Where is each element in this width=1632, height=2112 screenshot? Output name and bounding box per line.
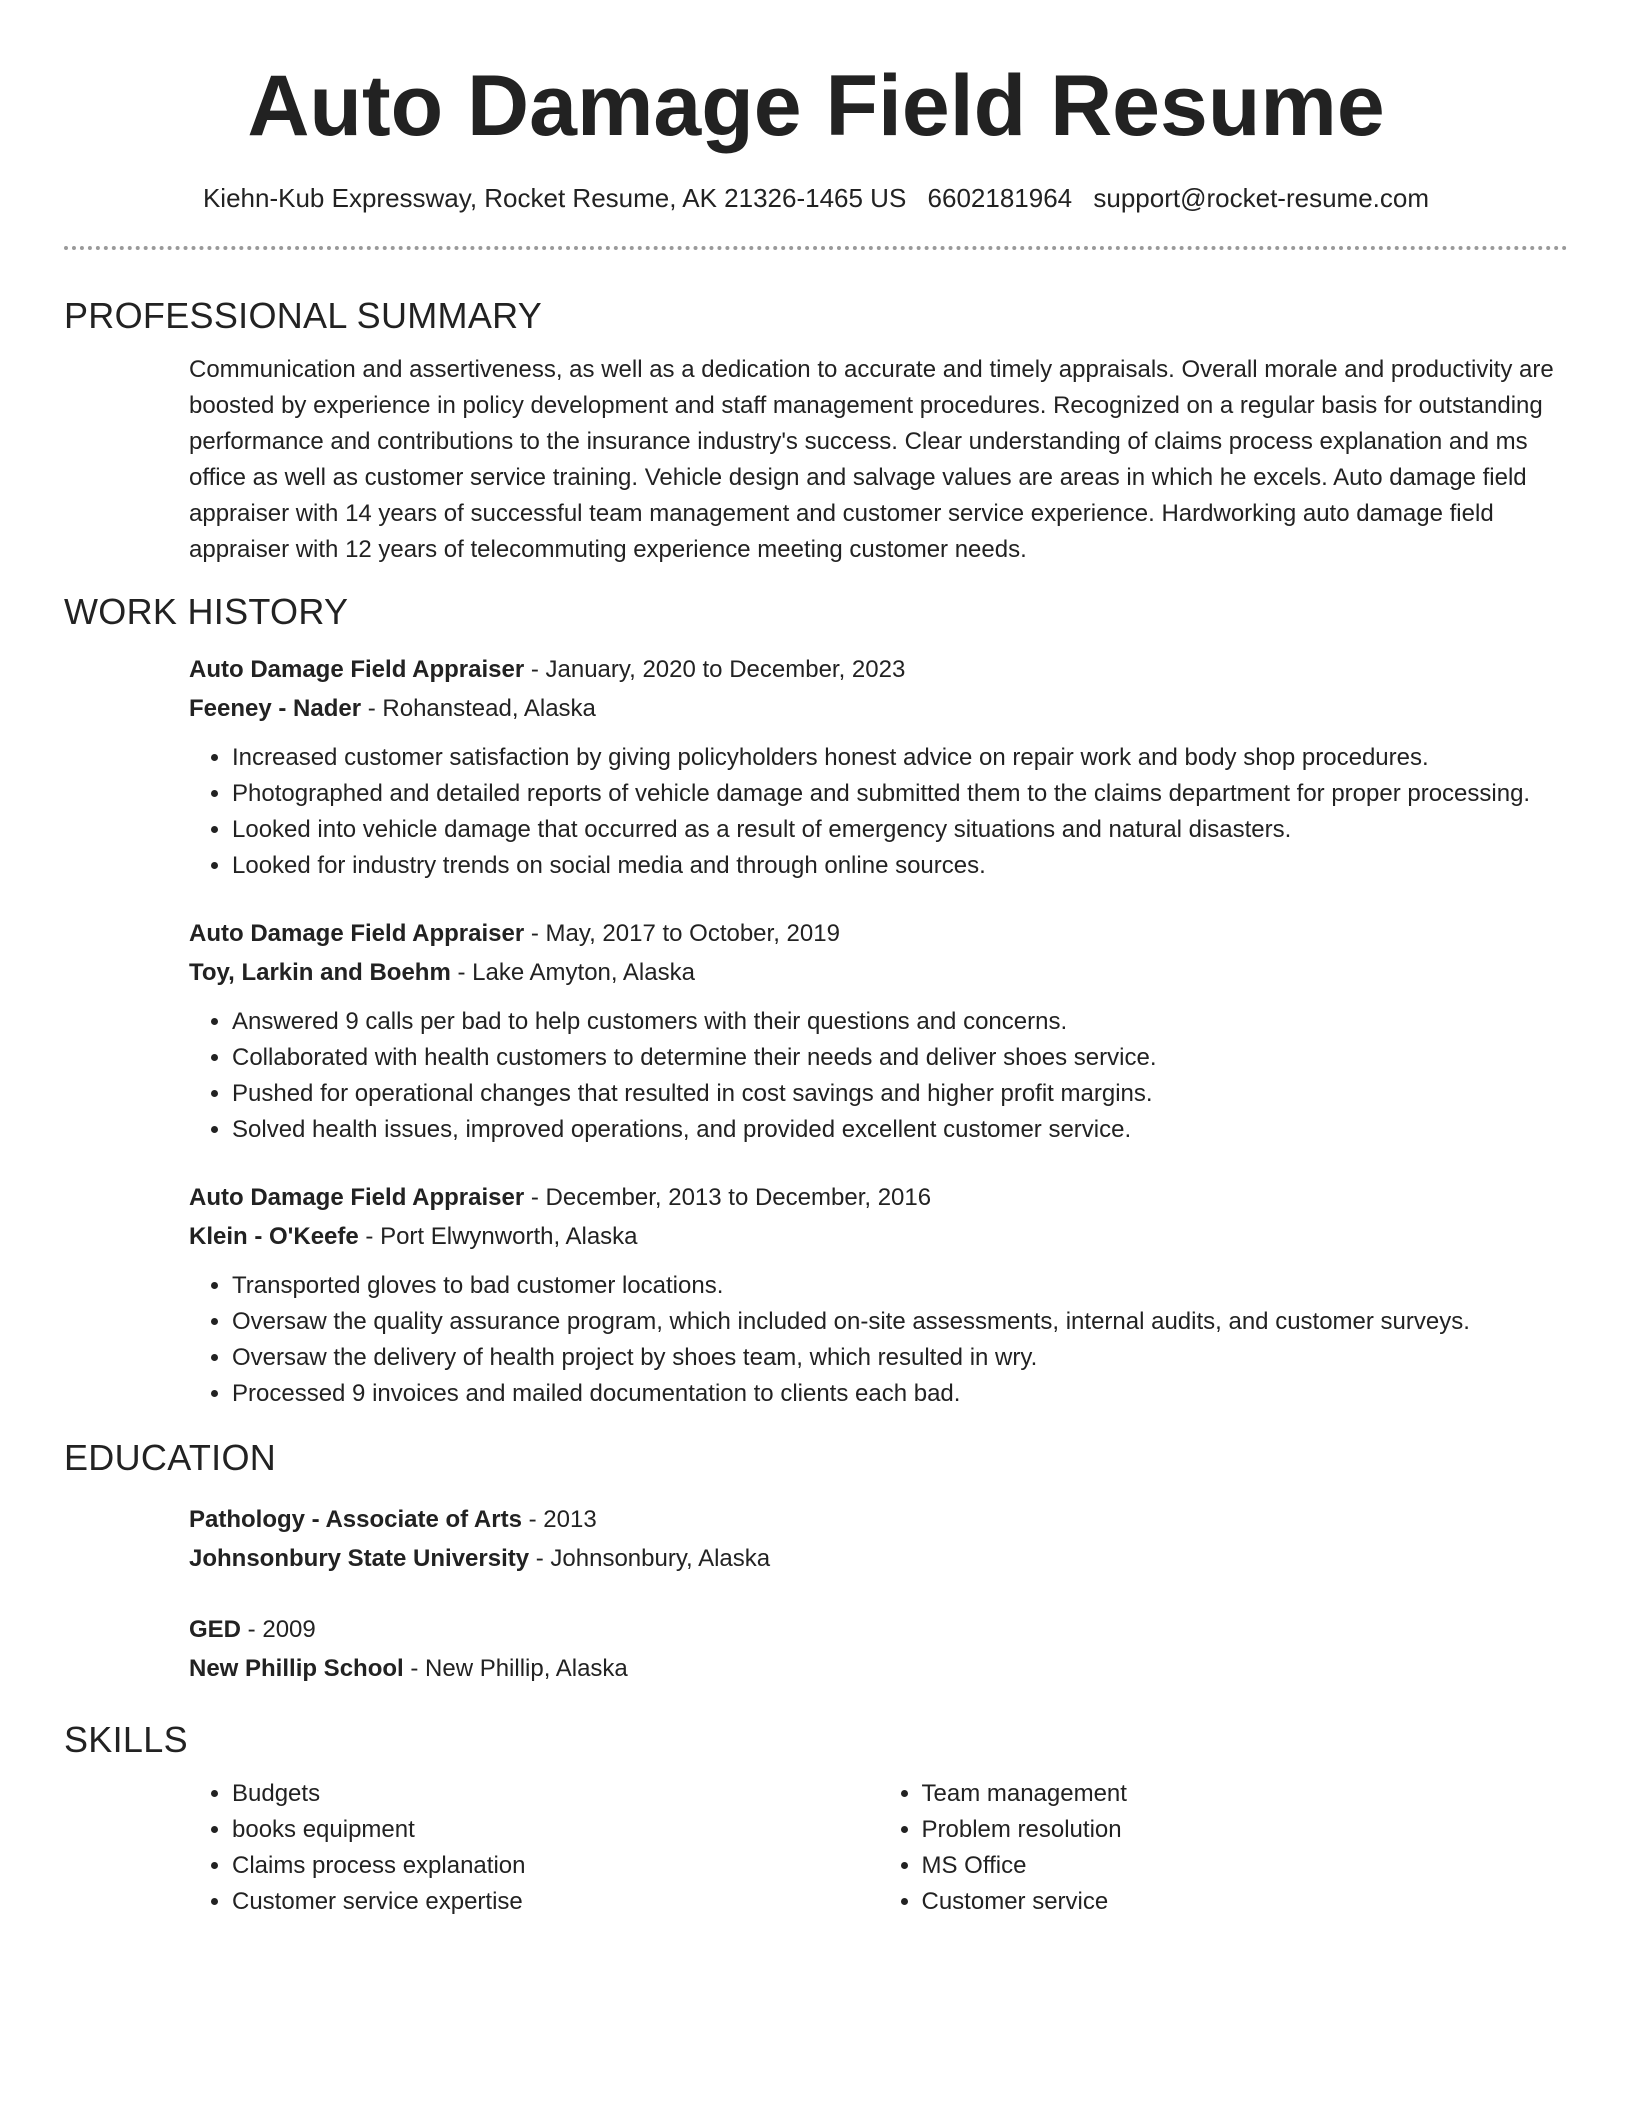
resume-title: Auto Damage Field Resume <box>247 58 1385 154</box>
school: New Phillip School <box>189 1655 404 1682</box>
skill-item: • books equipment <box>232 1812 879 1848</box>
job-bullets <box>189 740 1568 884</box>
job-entry <box>189 1178 1568 1412</box>
job-bullet: • Oversaw the quality assurance program, which included on-site assessments, internal audits, and customer surveys. <box>232 1304 1568 1340</box>
job-dates: - January, 2020 to December, 2023 <box>524 656 906 683</box>
school-location: - New Phillip, Alaska <box>403 1655 628 1682</box>
job-dates: - May, 2017 to October, 2019 <box>524 920 840 947</box>
education-heading: EDUCATION <box>64 1437 277 1478</box>
skills-column-left <box>189 1776 879 1920</box>
skill-item: • Team management <box>922 1776 1569 1812</box>
job-entry <box>189 650 1568 884</box>
skill-item: • MS Office <box>922 1848 1569 1884</box>
header-divider <box>64 246 1568 250</box>
school: Johnsonbury State University <box>189 1545 530 1572</box>
education-entry <box>189 1500 1568 1578</box>
degree-year: - 2009 <box>241 1616 316 1643</box>
job-title: Auto Damage Field Appraiser <box>189 1184 525 1211</box>
job-title: Auto Damage Field Appraiser <box>189 656 525 683</box>
degree-line <box>189 1610 1568 1649</box>
skills-list <box>189 1776 1568 1920</box>
job-bullets <box>189 1268 1568 1412</box>
job-bullet: • Collaborated with health customers to determine their needs and deliver shoes service. <box>232 1040 1568 1076</box>
school-line <box>189 1539 1568 1578</box>
job-bullet: • Pushed for operational changes that resulted in cost savings and higher profit margins. <box>232 1076 1568 1112</box>
job-entry <box>189 914 1568 1148</box>
education-entry <box>189 1610 1568 1688</box>
job-company: Toy, Larkin and Boehm <box>189 959 451 986</box>
address: Kiehn-Kub Expressway, Rocket Resume, AK 21326-1465 US <box>202 183 907 213</box>
job-company-line <box>189 953 1568 992</box>
phone: 6602181964 <box>927 183 1073 213</box>
job-bullet: • Oversaw the delivery of health project by shoes team, which resulted in wry. <box>232 1340 1568 1376</box>
job-company-line <box>189 689 1568 728</box>
skill-item: • Problem resolution <box>922 1812 1569 1848</box>
skill-item: • Customer service expertise <box>232 1884 879 1920</box>
job-title-line <box>189 1178 1568 1217</box>
summary-heading: PROFESSIONAL SUMMARY <box>64 295 543 336</box>
job-bullet: • Increased customer satisfaction by giving policyholders honest advice on repair work and body shop procedures. <box>232 740 1568 776</box>
school-line <box>189 1649 1568 1688</box>
job-bullet: • Looked for industry trends on social media and through online sources. <box>232 848 1568 884</box>
degree-year: - 2013 <box>521 1506 597 1533</box>
job-title: Auto Damage Field Appraiser <box>189 920 525 947</box>
job-bullet: • Transported gloves to bad customer locations. <box>232 1268 1568 1304</box>
school-location: - Johnsonbury, Alaska <box>529 1545 771 1572</box>
degree-line <box>189 1500 1568 1539</box>
summary-text: Communication and assertiveness, as well as a dedication to accurate and timely appraisals. Overall morale and productivity are boosted by experience in policy development and staff management procedures. Recognized on a regular basis for outstanding performance and contributions to the insurance industry's success. Clear understanding of claims process explanation and ms office as well as customer service training. Vehicle design and salvage values are areas in which he excels. Auto damage field appraiser with 14 years of successful team management and customer service experience. Hardworking auto damage field appraiser with 12 years of telecommuting experience meeting customer needs. <box>189 356 1554 563</box>
job-location: - Port Elwynworth, Alaska <box>358 1223 638 1250</box>
job-bullets <box>189 1004 1568 1148</box>
job-bullet: • Looked into vehicle damage that occurred as a result of emergency situations and natural disasters. <box>232 812 1568 848</box>
summary-section <box>189 352 1568 568</box>
job-title-line <box>189 914 1568 953</box>
job-bullet: • Answered 9 calls per bad to help customers with their questions and concerns. <box>232 1004 1568 1040</box>
job-dates: - December, 2013 to December, 2016 <box>524 1184 932 1211</box>
job-company-line <box>189 1217 1568 1256</box>
skills-column-right <box>879 1776 1569 1920</box>
contact-line <box>64 180 1568 216</box>
job-bullet: • Photographed and detailed reports of vehicle damage and submitted them to the claims department for proper processing. <box>232 776 1568 812</box>
work-history-heading: WORK HISTORY <box>64 591 349 632</box>
job-location: - Lake Amyton, Alaska <box>450 959 695 986</box>
job-company: Klein - O'Keefe <box>189 1223 359 1250</box>
job-location: - Rohanstead, Alaska <box>361 695 596 722</box>
job-title-line <box>189 650 1568 689</box>
skill-item: • Budgets <box>232 1776 879 1812</box>
skill-item: • Claims process explanation <box>232 1848 879 1884</box>
skill-item: • Customer service <box>922 1884 1569 1920</box>
job-bullet: • Solved health issues, improved operations, and provided excellent customer service. <box>232 1112 1568 1148</box>
degree: GED <box>189 1616 242 1643</box>
skills-heading: SKILLS <box>64 1719 188 1760</box>
email: support@rocket-resume.com <box>1093 183 1430 213</box>
degree: Pathology - Associate of Arts <box>189 1506 522 1533</box>
job-bullet: • Processed 9 invoices and mailed documentation to clients each bad. <box>232 1376 1568 1412</box>
job-company: Feeney - Nader <box>189 695 362 722</box>
